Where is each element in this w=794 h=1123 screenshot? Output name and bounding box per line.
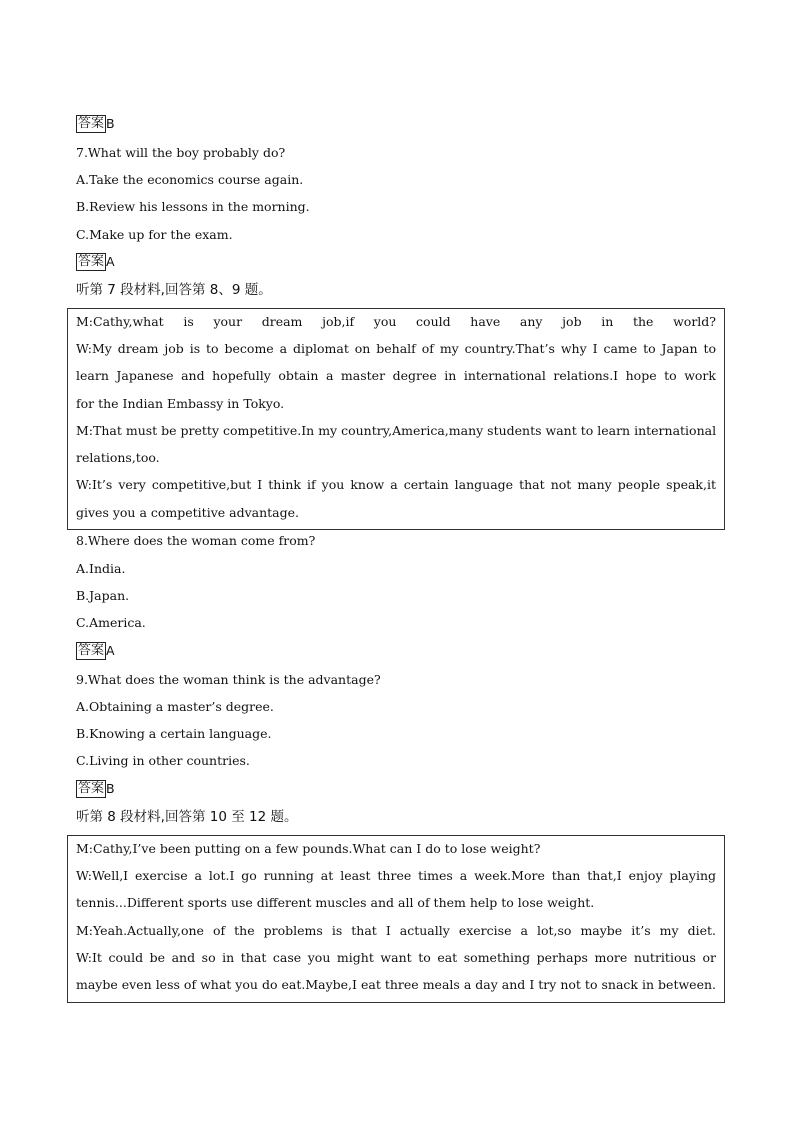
q9-option-b: B.Knowing a certain language.: [76, 726, 272, 741]
q7-option-a: A.Take the economics course again.: [76, 172, 304, 187]
dialogue-line: M:Cathy,what is your dream job,if you could have any job in the world?: [76, 314, 716, 329]
dialogue-line: learn Japanese and hopefully obtain a master degree in international relations.I hope to work: [76, 368, 716, 383]
dialogue-line: maybe even less of what you do eat.Maybe,I eat three meals a day and I try not to snack in between.: [76, 977, 716, 992]
q7-option-c: C.Make up for the exam.: [76, 227, 233, 242]
q8-option-c: C.America.: [76, 615, 146, 630]
question-8: 8.Where does the woman come from?: [76, 533, 316, 548]
dialogue-line: W:It’s very competitive,but I think if you know a certain language that not many people speak,it: [76, 477, 716, 492]
q8-option-a: A.India.: [76, 561, 126, 576]
question-7: 7.What will the boy probably do?: [76, 145, 286, 160]
answer-q7: [76, 253, 115, 271]
dialogue-line: relations,too.: [76, 450, 160, 465]
section-8-heading: 听第 8 段材料,回答第 10 至 12 题。: [76, 809, 298, 825]
answer-q6: [76, 115, 115, 133]
answer-q8: [76, 642, 115, 660]
answer-value: B: [106, 116, 115, 131]
dialogue-line: W:It could be and so in that case you might want to eat something perhaps more nutritious or: [76, 950, 716, 965]
dialogue-line: gives you a competitive advantage.: [76, 505, 300, 520]
dialogue-line: for the Indian Embassy in Tokyo.: [76, 396, 285, 411]
q8-option-b: B.Japan.: [76, 588, 130, 603]
dialogue-8-box: [67, 835, 725, 1003]
q9-option-a: A.Obtaining a master’s degree.: [76, 699, 274, 714]
dialogue-7-box: [67, 308, 725, 530]
answer-tag: 答案: [78, 781, 105, 796]
dialogue-line: M:Cathy,I’ve been putting on a few pounds.What can I do to lose weight?: [76, 841, 541, 856]
section-7-heading: 听第 7 段材料,回答第 8、9 题。: [76, 282, 272, 298]
answer-tag: 答案: [78, 254, 105, 269]
dialogue-line: M:That must be pretty competitive.In my country,America,many students want to learn international: [76, 423, 717, 438]
dialogue-line: W:Well,I exercise a lot.I go running at least three times a week.More than that,I enjoy playing: [76, 868, 716, 883]
answer-tag: 答案: [78, 116, 105, 131]
q9-option-c: C.Living in other countries.: [76, 753, 250, 768]
answer-value: A: [106, 643, 115, 658]
q7-option-b: B.Review his lessons in the morning.: [76, 199, 310, 214]
dialogue-line: M:Yeah.Actually,one of the problems is that I actually exercise a lot,so maybe it’s my diet.: [76, 923, 716, 938]
answer-tag: 答案: [78, 643, 105, 658]
question-9: 9.What does the woman think is the advantage?: [76, 672, 381, 687]
answer-value: B: [106, 781, 115, 796]
answer-value: A: [106, 254, 115, 269]
answer-q9: [76, 780, 115, 798]
dialogue-line: W:My dream job is to become a diplomat on behalf of my country.That’s why I came to Japan to: [76, 341, 716, 356]
dialogue-line: tennis...Different sports use different muscles and all of them help to lose weight.: [76, 895, 595, 910]
